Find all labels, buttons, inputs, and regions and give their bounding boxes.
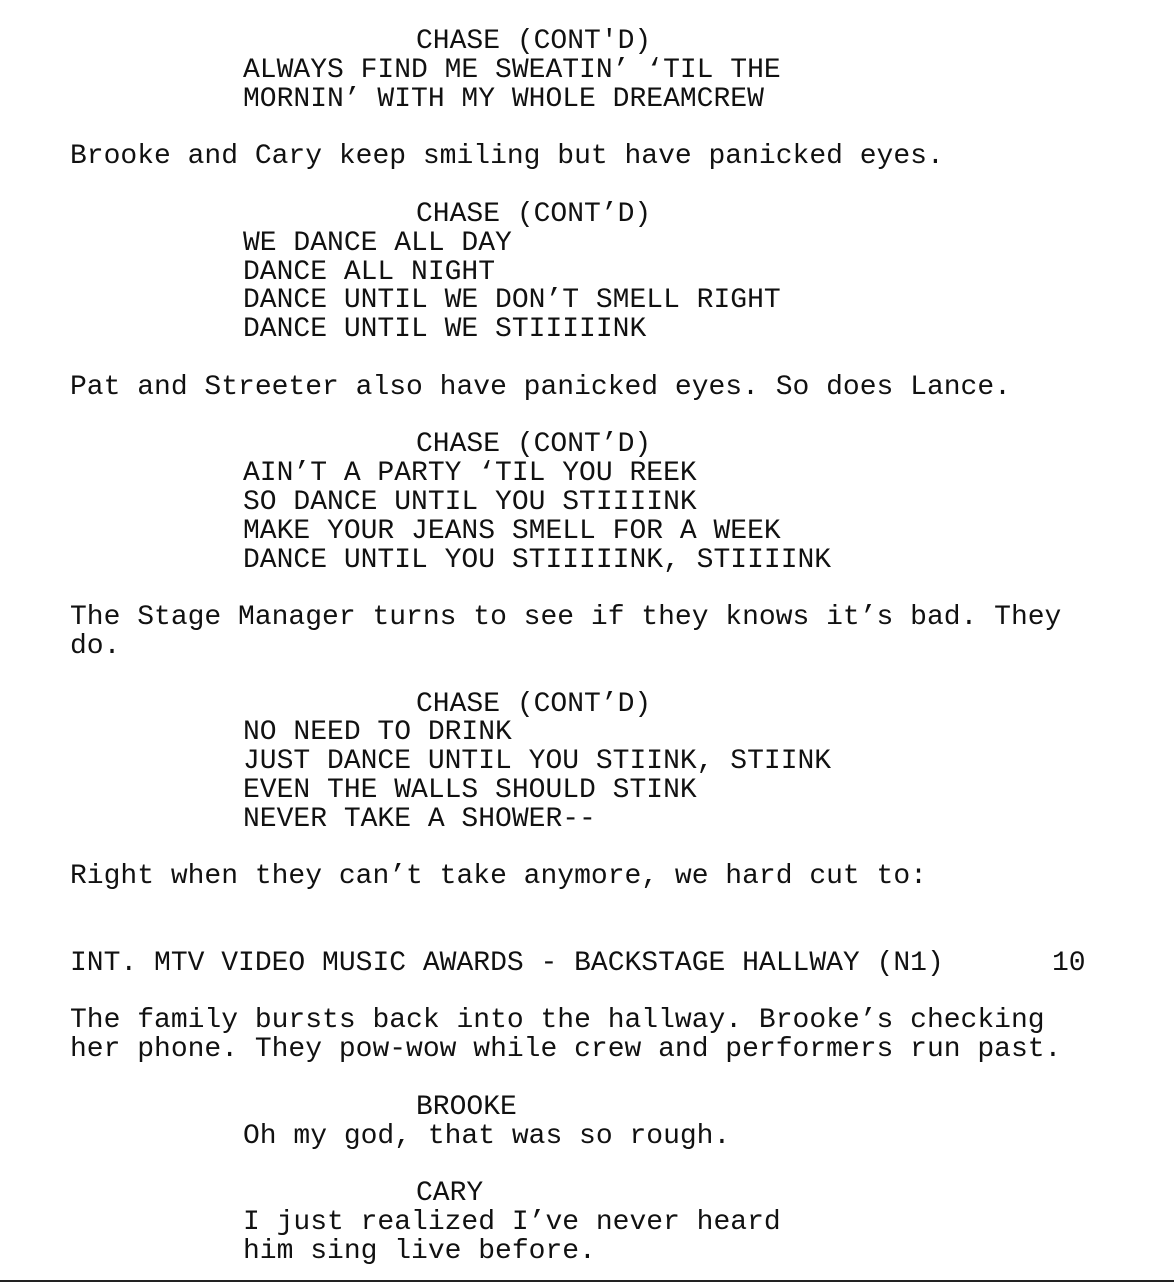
dialogue-line: MAKE YOUR JEANS SMELL FOR A WEEK [243,516,781,547]
character-cue: CHASE (CONT’D) [416,199,652,230]
action-line: Right when they can’t take anymore, we hard cut to: [70,861,927,892]
character-cue: CARY [416,1178,484,1209]
dialogue-line: MORNIN’ WITH MY WHOLE DREAMCREW [243,84,764,115]
character-cue: CHASE (CONT'D) [416,26,652,57]
character-cue: BROOKE [416,1092,517,1123]
dialogue-line: EVEN THE WALLS SHOULD STINK [243,775,697,806]
dialogue-line: DANCE UNTIL YOU STIIIIINK, STIIIINK [243,545,832,576]
dialogue-line: NEVER TAKE A SHOWER-- [243,804,596,835]
scene-heading: INT. MTV VIDEO MUSIC AWARDS - BACKSTAGE HALLWAY (N1) [70,948,944,979]
action-line: her phone. They pow-wow while crew and performers run past. [70,1034,1062,1065]
character-cue: CHASE (CONT’D) [416,429,652,460]
dialogue-line: I just realized I’ve never heard [243,1207,781,1238]
dialogue-line: ALWAYS FIND ME SWEATIN’ ‘TIL THE [243,55,781,86]
dialogue-line: DANCE ALL NIGHT [243,257,496,288]
dialogue-line: DANCE UNTIL WE DON’T SMELL RIGHT [243,285,781,316]
dialogue-line: SO DANCE UNTIL YOU STIIIINK [243,487,697,518]
dialogue-line: AIN’T A PARTY ‘TIL YOU REEK [243,458,697,489]
dialogue-line: him sing live before. [243,1236,596,1267]
page-bottom-rule [0,1280,1174,1282]
action-line: The family bursts back into the hallway. Brooke’s checking [70,1005,1045,1036]
action-line: do. [70,631,121,662]
action-line: Brooke and Cary keep smiling but have panicked eyes. [70,141,944,172]
scene-number: 10 [1052,948,1086,979]
dialogue-line: NO NEED TO DRINK [243,717,512,748]
action-line: Pat and Streeter also have panicked eyes. So does Lance. [70,372,1011,403]
action-line: The Stage Manager turns to see if they knows it’s bad. They [70,602,1062,633]
dialogue-line: WE DANCE ALL DAY [243,228,512,259]
dialogue-line: JUST DANCE UNTIL YOU STIINK, STIINK [243,746,832,777]
dialogue-line: DANCE UNTIL WE STIIIIINK [243,314,647,345]
character-cue: CHASE (CONT’D) [416,689,652,720]
dialogue-line: Oh my god, that was so rough. [243,1121,731,1152]
